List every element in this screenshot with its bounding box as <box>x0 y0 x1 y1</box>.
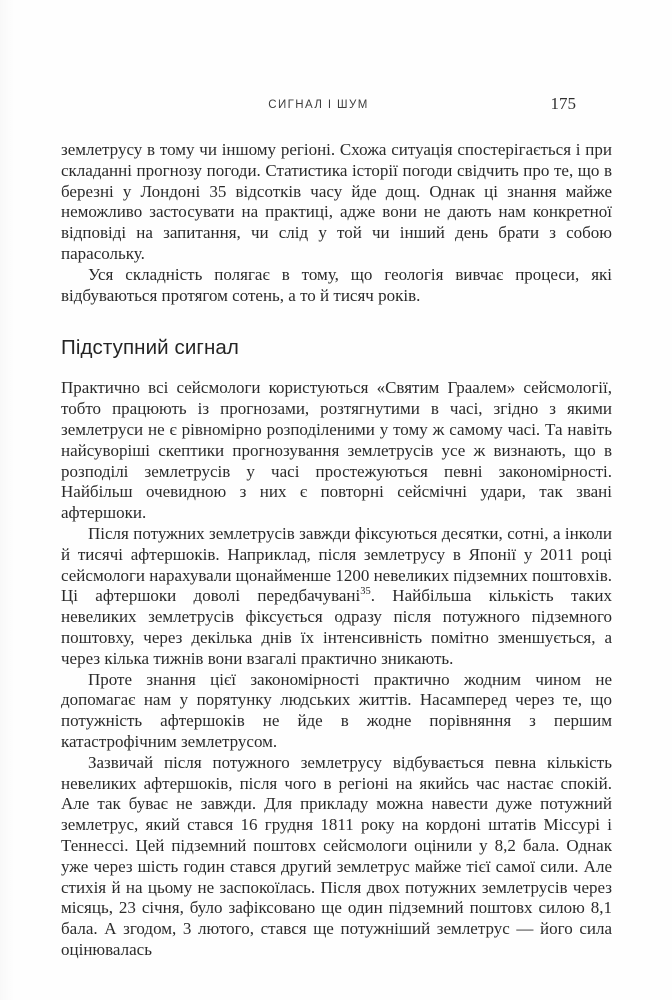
paragraph-no-help-saving-lives: Проте знання цієї закономірності практично жодним чином не допомагає нам у порятунку людських життів. Насамперед через те, що потужність афтершоків не йде в жодне порівняння з першим катастрофічним землетрусом. <box>61 669 612 751</box>
paragraph-holy-grail: Практично всі сейсмологи користуються «Святим Граалем» сейсмології, тобто працюють із прогнозами, розтягнутими в часі, згідно з якими землетруси не є рівномірно розподіленими у тому ж самому часі. Та навіть найсуворіші скептики прогнозування землетрусів усе ж визнають, що в розподілі землетрусів у часі простежуються певні закономірності. Найбільш очевидною з них є повторні сейсмічні удари, так звані афтершоки. <box>61 378 612 523</box>
paragraph-missouri-1811: Зазвичай після потужного землетрусу відбувається певна кількість невеликих афтершоків, після чого в регіоні на якийсь час настає спокій. Але так буває не завжди. Для прикладу можна навести дуже потужний землетрус, який стався 16 грудня 1811 року на кордоні штатів Міссурі і Теннессі. Цей підземний поштовх сейсмологи оцінили у 8,2 бала. Однак уже через шість годин стався другий землетрус майже тієї самої сили. Але стихія й на цьому не заспокоїлась. Після двох потужних землетрусів через місяць, 23 січня, було зафіксовано ще один підземний поштовх силою 8,1 бала. А згодом, 3 лютого, стався ще потужніший землетрус — його сила оцінювалась <box>61 752 612 959</box>
paragraph-aftershocks <box>61 524 612 670</box>
paragraph-geology-complexity: Уся складність полягає в тому, що геологія вивчає процеси, які відбуваються протягом сотень, а то й тисяч років. <box>61 264 612 305</box>
text-block <box>61 140 612 961</box>
page-number: 175 <box>550 94 576 113</box>
paragraph-text-post: . Найбільша кількість таких невеликих землетрусів фіксується одразу після потужного підземного поштовху, через декілька днів їх інтенсивність помітно зменшується, а через кілька тижнів вони взагалі практично зникають. <box>61 586 612 668</box>
paragraph-text-pre: Після потужних землетрусів завжди фіксуються десятки, сотні, а інколи й тисячі афтершоків. Наприклад, після землетрусу в Японії у 2011 році сейсмологи нарахували щонайменше 1200 невеликих підземних поштовхів. Ці афтершоки доволі передбачувані <box>61 523 612 606</box>
section-heading: Підступний сигнал <box>61 336 239 360</box>
footnote-reference: 35 <box>360 585 371 597</box>
paragraph-earthquake-region: землетрусу в тому чи іншому регіоні. Схожа ситуація спостерігається і при складанні прогнозу погоди. Статистика історії погоди свідчить про те, що в березні у Лондоні 35 відсотків часу йде дощ. Однак ці знання майже неможливо застосувати на практиці, адже вони не дають нам конкретної відповіді на запитання, чи слід у той чи інший день брати з собою парасольку. <box>61 140 612 263</box>
page-header <box>61 94 612 120</box>
running-head: СИГНАЛ І ШУМ <box>268 99 369 111</box>
